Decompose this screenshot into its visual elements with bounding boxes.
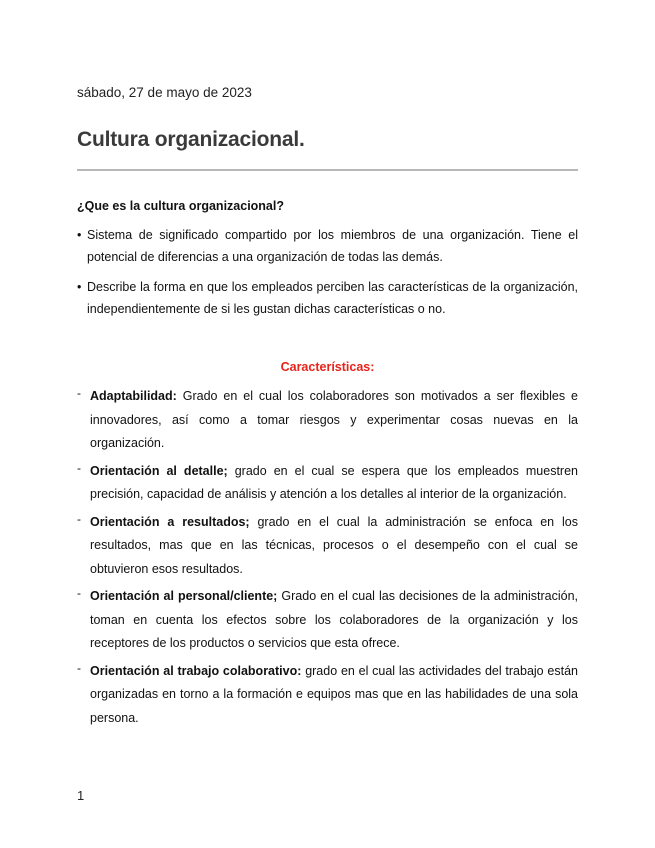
dash-icon: - — [77, 511, 81, 526]
document-date: sábado, 27 de mayo de 2023 — [77, 85, 252, 100]
characteristic-text: Grado en el cual los colaboradores son motivados a ser flexibles e innovadores, así como a tomar riesgos y experimentar cosas nuevas en la organización. — [90, 389, 578, 450]
definition-text: Describe la forma en que los empleados perciben las características de la organización, independientemente de si les gustan dichas características o no. — [87, 280, 578, 316]
characteristic-text: grado en el cual la administración se enfoca en los resultados, mas que en las técnicas, procesos o el desempeño con el cual se obtuvieron esos resultados. — [90, 514, 578, 576]
characteristic-term: Orientación a resultados; — [90, 514, 250, 529]
page-number: 1 — [77, 788, 85, 803]
characteristic-term: Orientación al trabajo colaborativo: — [90, 663, 302, 678]
characteristic-term: Adaptabilidad: — [90, 389, 177, 403]
bullet-icon: • — [77, 280, 82, 294]
characteristic-item — [77, 585, 578, 656]
characteristic-text: grado en el cual se espera que los empleados muestren precisión, capacidad de análisis y atención a los detalles al interior de la organización. — [90, 463, 579, 501]
characteristic-text: Grado en el cual las decisiones de la administración, toman en cuenta los efectos sobre los colaboradores de la organización y los receptores de los productos o servicios que esta ofrece. — [90, 589, 578, 650]
bullet-icon: • — [77, 228, 82, 242]
characteristic-item — [77, 660, 578, 731]
characteristic-term: Orientación al personal/cliente; — [90, 589, 278, 603]
characteristic-term: Orientación al detalle; — [90, 463, 228, 478]
definition-text: Sistema de significado compartido por los miembros de una organización. Tiene el potencial de diferencias a una organización de todas las demás. — [87, 228, 578, 264]
definition-item — [77, 224, 578, 268]
characteristic-item — [77, 460, 578, 507]
dash-icon: - — [77, 586, 81, 600]
page-title: Cultura organizacional. — [77, 128, 305, 151]
section-question: ¿Que es la cultura organizacional? — [77, 199, 284, 213]
definition-list — [77, 224, 578, 328]
characteristic-item — [77, 511, 578, 582]
definition-item — [77, 276, 578, 320]
characteristics-list — [77, 385, 578, 734]
dash-icon: - — [77, 386, 81, 400]
characteristic-text: grado en el cual las actividades del trabajo están organizadas en torno a la formación e equipos mas que en las habilidades de una sola persona. — [90, 663, 578, 725]
dash-icon: - — [77, 460, 81, 475]
characteristics-heading: Características: — [280, 360, 375, 374]
title-divider — [77, 169, 578, 171]
characteristic-item — [77, 385, 578, 456]
dash-icon: - — [77, 660, 81, 675]
